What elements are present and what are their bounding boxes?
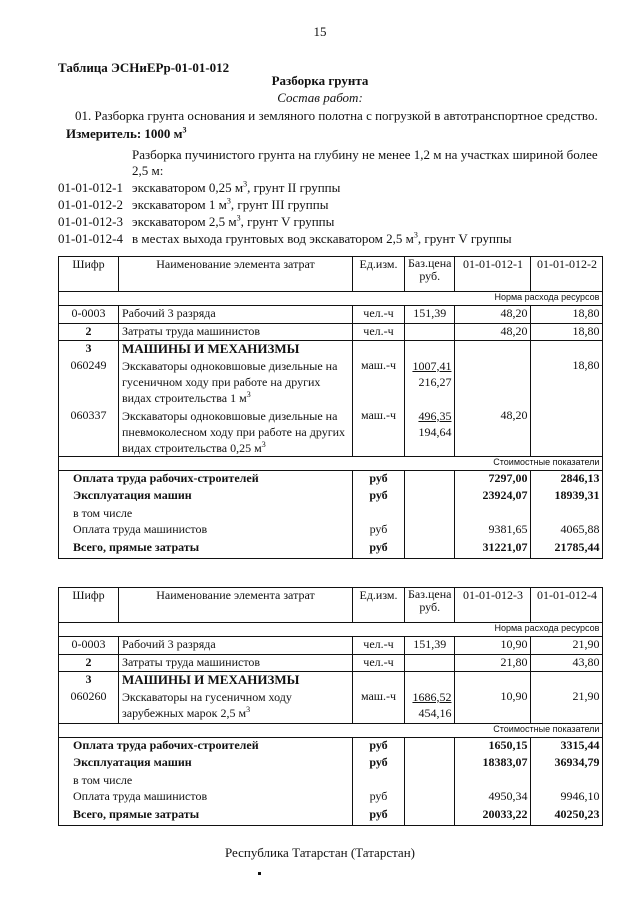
- header-col-a: 01-01-012-3: [455, 588, 531, 623]
- table-row: 2 Затраты труда машинистов чел.-ч 21,80 43,80: [59, 655, 603, 672]
- scan-dot: [258, 872, 261, 875]
- table-row: 060249 Экскаваторы одноковшовые дизельные на гусеничном ходу при работе на других видах строительства 1 $м^3$ маш.-ч 1007,41 216,27 18,80: [59, 358, 603, 408]
- cost-row: Эксплуатация машин руб 18383,07 36934,79: [59, 755, 603, 773]
- cost-caption: Стоимостные показатели: [59, 456, 603, 470]
- variant-code: 01-01-012-2: [58, 197, 123, 212]
- header-price: Баз.цена руб.: [405, 588, 455, 623]
- resource-table-2: [58, 587, 603, 826]
- table-row: 060337 Экскаваторы одноковшовые дизельные на пневмоколесном ходу при работе на других видах строительства 0,25 $м^3$ маш.-ч 496,35 194,64 48,20: [59, 408, 603, 457]
- cost-row: Оплата труда машинистов руб 4950,34 9946,10: [59, 789, 603, 807]
- table-header: [59, 588, 603, 623]
- cost-row: в том числе: [59, 773, 603, 789]
- variant-code: 01-01-012-4: [58, 231, 123, 246]
- variant-text: в местах выхода грунтовых вод экскаватором 2,5 $м^3$, грунт V группы: [132, 230, 512, 246]
- cost-row: Оплата труда машинистов руб 9381,65 4065,88: [59, 522, 603, 540]
- header-name: Наименование элемента затрат: [119, 588, 353, 623]
- measure-label: Измеритель: 1000 м: [66, 126, 183, 141]
- header-unit: Ед.изм.: [353, 257, 405, 292]
- cost-row: Всего, прямые затраты руб 31221,07 21785,44: [59, 540, 603, 558]
- measure-sup: 3: [182, 125, 187, 135]
- section-header-row: 3 МАШИНЫ И МЕХАНИЗМЫ: [59, 341, 603, 358]
- work-description: 01. Разборка грунта основания и земляного полотна с погрузкой в автотранспортное средство.: [75, 108, 598, 123]
- page-footer: Республика Татарстан (Татарстан): [225, 845, 415, 860]
- description: Разборка пучинистого грунта на глубину не менее 1,2 м на участках шириной более 2,5 м:: [132, 147, 598, 178]
- header-col-b: 01-01-012-2: [531, 257, 603, 292]
- cost-row: Всего, прямые затраты руб 20033,22 40250,23: [59, 807, 603, 825]
- table-row: 060260 Экскаваторы на гусеничном ходу зарубежных марок 2,5 $м^3$ маш.-ч 1686,52 454,16 10,90 21,90: [59, 689, 603, 724]
- norm-caption-row: [59, 623, 603, 637]
- cost-row: в том числе: [59, 506, 603, 522]
- resource-table-1: [58, 256, 603, 559]
- norm-caption: Норма расхода ресурсов: [59, 623, 603, 637]
- variant-text: экскаватором 0,25 $м^3$, грунт II группы: [132, 179, 341, 195]
- measure-unit: [66, 126, 187, 142]
- header-col-b: 01-01-012-4: [531, 588, 603, 623]
- table-row: 0-0003 Рабочий 3 разряда чел.-ч 151,39 10,90 21,90: [59, 637, 603, 655]
- cost-caption: Стоимостные показатели: [59, 723, 603, 737]
- cost-row: Оплата труда рабочих-строителей руб 7297,00 2846,13: [59, 470, 603, 488]
- section-header-row: 3 МАШИНЫ И МЕХАНИЗМЫ: [59, 672, 603, 689]
- norm-caption-row: [59, 292, 603, 306]
- cost-caption-row: [59, 456, 603, 470]
- variant-code: 01-01-012-3: [58, 214, 123, 229]
- section-title: Разборка грунта: [271, 73, 369, 88]
- variant-text: экскаватором 1 $м^3$, грунт III группы: [132, 196, 329, 212]
- cost-caption-row: [59, 723, 603, 737]
- page-number: 15: [313, 24, 327, 39]
- norm-caption: Норма расхода ресурсов: [59, 292, 603, 306]
- variant-code: 01-01-012-1: [58, 180, 123, 195]
- cost-row: Оплата труда рабочих-строителей руб 1650,15 3315,44: [59, 737, 603, 755]
- section-subtitle: Состав работ:: [277, 90, 363, 105]
- header-unit: Ед.изм.: [353, 588, 405, 623]
- variant-text: экскаватором 2,5 $м^3$, грунт V группы: [132, 213, 335, 229]
- header-name: Наименование элемента затрат: [119, 257, 353, 292]
- header-code: Шифр: [59, 257, 119, 292]
- table-row: 0-0003 Рабочий 3 разряда чел.-ч 151,39 48,20 18,80: [59, 306, 603, 324]
- table-header: [59, 257, 603, 292]
- header-col-a: 01-01-012-1: [455, 257, 531, 292]
- header-code: Шифр: [59, 588, 119, 623]
- table-row: 2 Затраты труда машинистов чел.-ч 48,20 18,80: [59, 324, 603, 341]
- table-code: Таблица ЭСНиЕРр-01-01-012: [58, 60, 230, 75]
- header-price: Баз.цена руб.: [405, 257, 455, 292]
- cost-row: Эксплуатация машин руб 23924,07 18939,31: [59, 488, 603, 506]
